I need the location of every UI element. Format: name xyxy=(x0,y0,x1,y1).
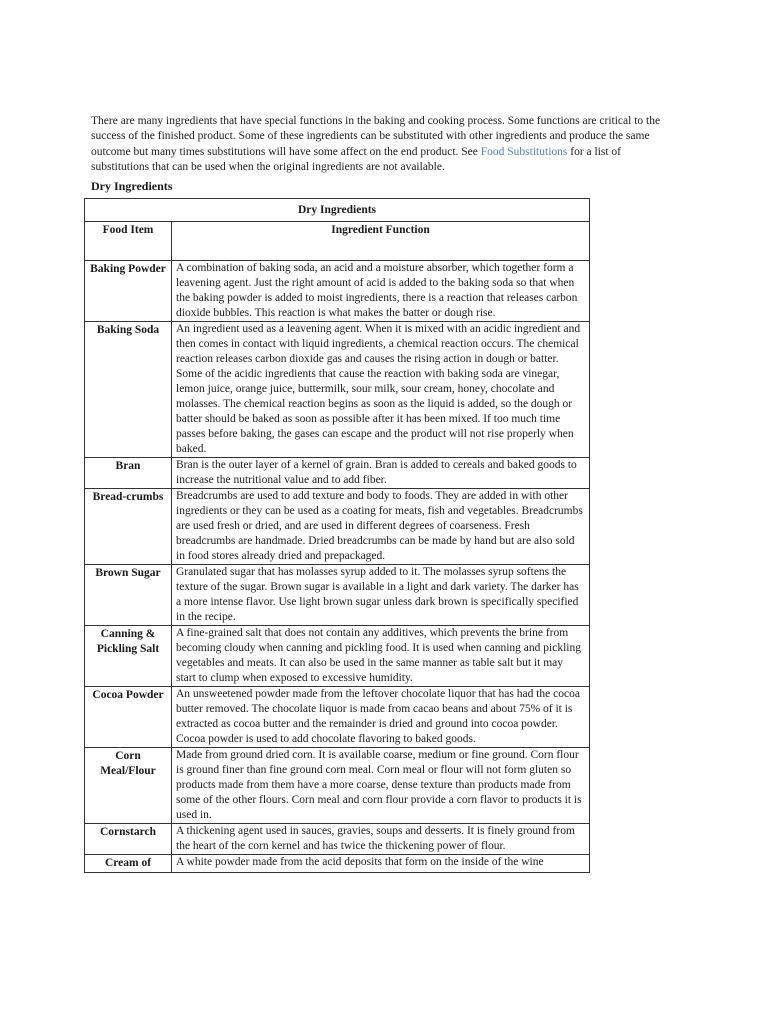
table-row xyxy=(85,748,590,824)
food-item-cell: Baking Powder xyxy=(85,261,172,322)
food-item-cell: Bran xyxy=(85,458,172,489)
ingredient-function-cell: A white powder made from the acid deposits that form on the inside of the wine xyxy=(172,855,590,873)
table-row xyxy=(85,626,590,687)
food-item-cell: Canning & Pickling Salt xyxy=(85,626,172,687)
food-item-cell: Brown Sugar xyxy=(85,565,172,626)
table-row xyxy=(85,855,590,873)
ingredient-function-cell: Bran is the outer layer of a kernel of grain. Bran is added to cereals and baked goods to increase the nutritional value and to add fiber. xyxy=(172,458,590,489)
food-item-cell: Baking Soda xyxy=(85,322,172,458)
intro-paragraph xyxy=(91,114,671,175)
ingredient-function-cell: An unsweetened powder made from the leftover chocolate liquor that has had the cocoa butter removed. The chocolate liquor is made from cacao beans and about 75% of it is extracted as cocoa butter and the remainder is dried and ground into cocoa powder. Cocoa powder is used to add chocolate flavoring to baked goods. xyxy=(172,687,590,748)
table-row xyxy=(85,824,590,855)
table-row xyxy=(85,489,590,565)
food-item-cell: Cocoa Powder xyxy=(85,687,172,748)
ingredient-function-cell: A fine-grained salt that does not contain any additives, which prevents the brine from becoming cloudy when canning and pickling food. It is used when canning and pickling vegetables and meats. It can also be used in the same manner as table salt but it may start to clump when exposed to excessive humidity. xyxy=(172,626,590,687)
dry-ingredients-table xyxy=(84,198,590,873)
table-header-row xyxy=(85,222,590,261)
table-row xyxy=(85,261,590,322)
table-caption-row xyxy=(85,199,590,222)
ingredient-function-cell: Made from ground dried corn. It is available coarse, medium or fine ground. Corn flour is ground finer than fine ground corn meal. Corn meal or flour will not form gluten so products made from them have a more coarse, dense texture than products made from some of the other flours. Corn meal and corn flour provide a corn flavor to products it is used in. xyxy=(172,748,590,824)
section-heading: Dry Ingredients xyxy=(91,179,173,193)
column-header-food-item: Food Item xyxy=(85,222,172,261)
intro-text-start: There are many ingredients that have special functions in the baking and cooking process. Some functions are critical to the success of the finished product. Some of these ingredients can be substituted with other ingredients and produce the same outcome but many times substitutions will have some affect on the end product. See xyxy=(91,115,661,158)
ingredient-function-cell: A combination of baking soda, an acid and a moisture absorber, which together form a leavening agent. Just the right amount of acid is added to the baking soda so that when the baking powder is added to moist ingredients, there is a reaction that releases carbon dioxide bubbles. This reaction is what makes the batter or dough rise. xyxy=(172,261,590,322)
ingredient-function-cell: An ingredient used as a leavening agent. When it is mixed with an acidic ingredient and then comes in contact with liquid ingredients, a chemical reaction occurs. The chemical reaction releases carbon dioxide gas and causes the rising action in dough or batter. Some of the acidic ingredients that cause the reaction with baking soda are vinegar, lemon juice, orange juice, buttermilk, sour milk, sour cream, honey, chocolate and molasses. The chemical reaction begins as soon as the liquid is added, so the dough or batter should be baked as soon as possible after it has been mixed. If too much time passes before baking, the gases can escape and the product will not rise properly when baked. xyxy=(172,322,590,458)
table-caption: Dry Ingredients xyxy=(85,199,590,222)
table-row xyxy=(85,322,590,458)
table-row xyxy=(85,458,590,489)
ingredient-function-cell: Granulated sugar that has molasses syrup added to it. The molasses syrup softens the texture of the sugar. Brown sugar is available in a light and dark variety. The darker has a more intense flavor. Use light brown sugar unless dark brown is specifically specified in the recipe. xyxy=(172,565,590,626)
ingredient-function-cell: Breadcrumbs are used to add texture and body to foods. They are added in with other ingredients or they can be used as a coating for meats, fish and vegetables. Breadcrumbs are used fresh or dried, and are used in different degrees of coarseness. Fresh breadcrumbs are handmade. Dried breadcrumbs can be made by hand but are also sold in food stores already dried and prepackaged. xyxy=(172,489,590,565)
ingredient-function-cell: A thickening agent used in sauces, gravies, soups and desserts. It is finely ground from the heart of the corn kernel and has twice the thickening power of flour. xyxy=(172,824,590,855)
food-item-cell: Corn Meal/Flour xyxy=(85,748,172,824)
column-header-ingredient-function: Ingredient Function xyxy=(172,222,590,261)
dry-ingredients-table-container xyxy=(84,198,589,873)
table-row xyxy=(85,565,590,626)
food-substitutions-link[interactable]: Food Substitutions xyxy=(480,145,568,158)
food-item-cell: Cream of xyxy=(85,855,172,873)
table-body xyxy=(85,261,590,873)
food-item-cell: Cornstarch xyxy=(85,824,172,855)
food-item-cell: Bread-crumbs xyxy=(85,489,172,565)
intro-text-end: for a list of substitutions that can be used when the original ingredients are not available. xyxy=(91,145,622,173)
table-row xyxy=(85,687,590,748)
